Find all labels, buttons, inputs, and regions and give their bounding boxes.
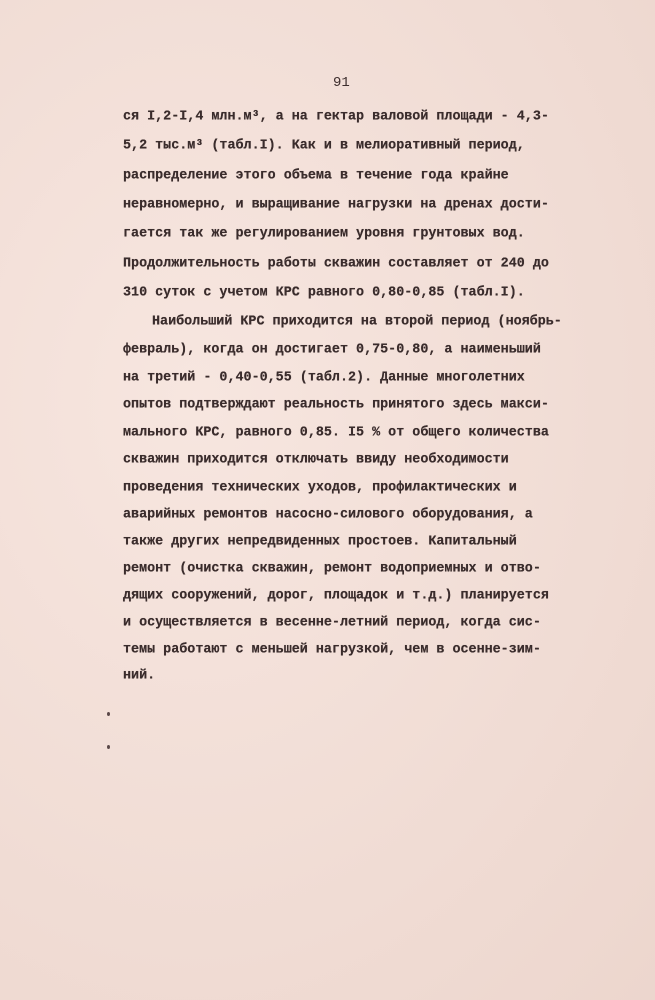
- text-line: аварийных ремонтов насосно-силового оборудования, а: [123, 507, 533, 523]
- text-line: темы работают с меньшей нагрузкой, чем в осенне-зим-: [123, 642, 541, 658]
- text-line: ся I,2-I,4 млн.м³, а на гектар валовой площади - 4,3-: [123, 109, 549, 125]
- text-line: также других непредвиденных простоев. Капитальный: [123, 534, 517, 550]
- ink-speck: [107, 712, 110, 716]
- text-line: неравномерно, и выращивание нагрузки на дренах дости-: [123, 197, 549, 213]
- text-line: Наибольший КРС приходится на второй период (ноябрь-: [152, 314, 562, 330]
- text-line: Продолжительность работы скважин составляет от 240 до: [123, 256, 549, 272]
- page-number: 91: [333, 75, 350, 91]
- text-line: февраль), когда он достигает 0,75-0,80, а наименьший: [123, 342, 541, 358]
- text-line: гается так же регулированием уровня грунтовых вод.: [123, 226, 525, 242]
- text-line: 310 суток с учетом КРС равного 0,80-0,85 (табл.I).: [123, 285, 525, 301]
- text-line: ний.: [123, 668, 156, 684]
- text-line: скважин приходится отключать ввиду необходимости: [123, 452, 509, 468]
- text-line: мального КРС, равного 0,85. I5 % от общего количества: [123, 425, 549, 441]
- ink-speck: [107, 745, 110, 749]
- text-line: ремонт (очистка скважин, ремонт водоприемных и отво-: [123, 561, 541, 577]
- text-line: на третий - 0,40-0,55 (табл.2). Данные многолетних: [123, 370, 525, 386]
- text-line: дящих сооружений, дорог, площадок и т.д.) планируется: [123, 588, 549, 604]
- text-line: опытов подтверждают реальность принятого здесь макси-: [123, 397, 549, 413]
- text-line: распределение этого объема в течение года крайне: [123, 168, 509, 184]
- text-line: и осуществляется в весенне-летний период, когда сис-: [123, 615, 541, 631]
- text-line: 5,2 тыс.м³ (табл.I). Как и в мелиоративный период,: [123, 138, 525, 154]
- text-line: проведения технических уходов, профилактических и: [123, 480, 517, 496]
